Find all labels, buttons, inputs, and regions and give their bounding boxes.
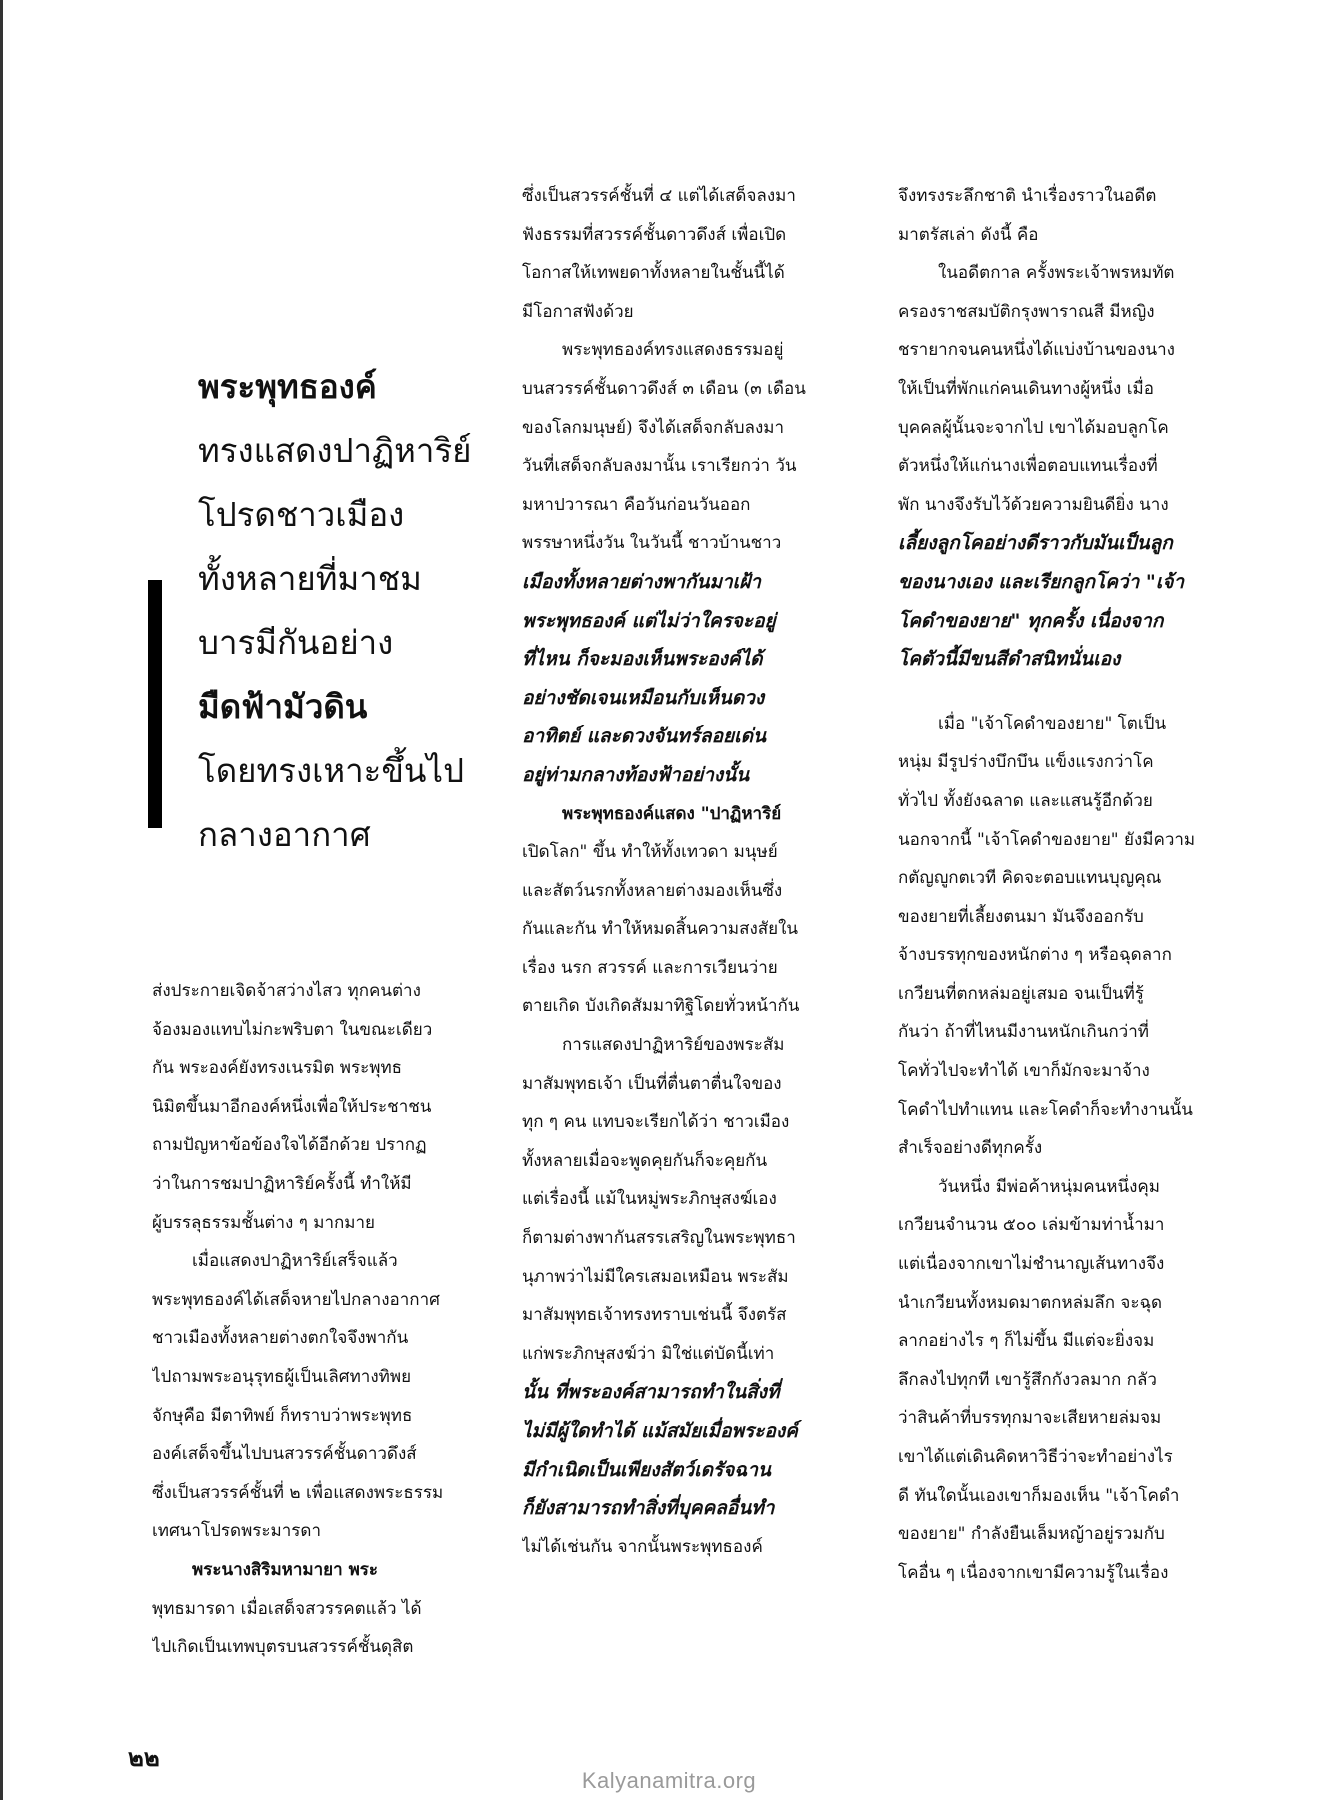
- text-line: เทศนาโปรดพระมารดา: [152, 1521, 322, 1542]
- text-line: มาสัมพุทธเจ้าทรงทราบเช่นนี้ จึงตรัส: [522, 1305, 787, 1326]
- text-line: พระนางสิริมหามายา พระ: [192, 1559, 379, 1580]
- text-line: โคอื่น ๆ เนื่องจากเขามีความรู้ในเรื่อง: [898, 1562, 1169, 1583]
- text-line: นำเกวียนทั้งหมดมาตกหล่มลึก จะฉุด: [898, 1292, 1163, 1313]
- text-line: โคดำของยาย" ทุกครั้ง เนื่องจาก: [898, 609, 1164, 632]
- pullquote: [198, 355, 498, 867]
- text-line: เปิดโลก" ขึ้น ทำให้ทั้งเทวดา มนุษย์: [522, 842, 778, 863]
- paragraph-gap: [898, 679, 1228, 705]
- text-line: ไปเกิดเป็นเทพบุตรบนสวรรค์ชั้นดุสิต: [152, 1637, 414, 1658]
- footer-url: Kalyanamitra.org: [581, 1768, 757, 1793]
- text-line: ก็ยังสามารถทำสิ่งที่บุคคลอื่นทำ: [522, 1497, 775, 1520]
- pullquote-line: ทั้งหลายที่มาชม: [198, 559, 422, 598]
- text-line: ว่าสินค้าที่บรรทุกมาจะเสียหายล่มจม: [898, 1408, 1162, 1429]
- text-line: พระพุทธองค์ทรงแสดงธรรมอยู่: [562, 340, 784, 361]
- text-line: ไม่ได้เช่นกัน จากนั้นพระพุทธองค์: [522, 1536, 763, 1557]
- text-line: ซึ่งเป็นสวรรค์ชั้นที่ ๒ เพื่อแสดงพระธรรม: [152, 1482, 444, 1503]
- pullquote-line: กลางอากาศ: [198, 815, 371, 854]
- text-line: มาสัมพุทธเจ้า เป็นที่ตื่นตาตื่นใจของ: [522, 1073, 782, 1094]
- text-line: นุภาพว่าไม่มีใครเสมอเหมือน พระสัม: [522, 1266, 789, 1287]
- text-line: ว่าในการชมปาฏิหาริย์ครั้งนี้ ทำให้มี: [152, 1173, 412, 1194]
- text-line: เลี้ยงลูกโคอย่างดีราวกับมันเป็นลูก: [898, 532, 1173, 555]
- text-line: ไม่มีผู้ใดทำได้ แม้สมัยเมื่อพระองค์: [522, 1420, 798, 1442]
- text-line: พระพุทธองค์ แต่ไม่ว่าใครจะอยู่: [522, 609, 776, 632]
- text-line: พระพุทธองค์ได้เสด็จหายไปกลางอากาศ: [152, 1289, 440, 1310]
- text-line: อย่างชัดเจนเหมือนกับเห็นดวง: [522, 686, 765, 709]
- text-line: เรื่อง นรก สวรรค์ และการเวียนว่าย: [522, 957, 778, 978]
- text-line: มีกำเนิดเป็นเพียงสัตว์เดรัจฉาน: [522, 1458, 771, 1481]
- text-line: องค์เสด็จขึ้นไปบนสวรรค์ชั้นดาวดึงส์: [152, 1444, 417, 1465]
- pullquote-line: โปรดชาวเมือง: [198, 495, 405, 534]
- text-line: เมื่อ "เจ้าโคดำของยาย" โตเป็น: [938, 713, 1167, 734]
- pullquote-line: พระพุทธองค์: [198, 367, 377, 406]
- text-line: ที่ไหน ก็จะมองเห็นพระองค์ได้: [522, 648, 763, 671]
- text-line: วันหนึ่ง มีพ่อค้าหนุ่มคนหนึ่งคุม: [938, 1176, 1160, 1197]
- text-line: ซึ่งเป็นสวรรค์ชั้นที่ ๔ แต่ได้เสด็จลงมา: [522, 186, 796, 206]
- text-line: ทั้งหลายเมื่อจะพูดคุยกันก็จะคุยกัน: [522, 1150, 768, 1171]
- text-line: ถามปัญหาข้อข้องใจได้อีกด้วย ปรากฏ: [152, 1135, 427, 1156]
- text-line: หนุ่ม มีรูปร่างบึกบึน แข็งแรงกว่าโค: [898, 752, 1154, 773]
- text-line: พรรษาหนึ่งวัน ในวันนี้ ชาวบ้านชาว: [522, 533, 782, 554]
- text-line: นอกจากนี้ "เจ้าโคดำของยาย" ยังมีความ: [898, 829, 1196, 850]
- text-line: กันและกัน ทำให้หมดสิ้นความสงสัยใน: [522, 919, 799, 940]
- text-line: ของนางเอง และเรียกลูกโคว่า "เจ้า: [898, 570, 1185, 593]
- text-line: เกวียนจำนวน ๕๐๐ เล่มข้ามท่าน้ำมา: [898, 1215, 1165, 1236]
- text-line: จึงทรงระลึกชาติ นำเรื่องราวในอดีต: [898, 186, 1157, 206]
- text-line: กันว่า ถ้าที่ไหนมีงานหนักเกินกว่าที่: [898, 1022, 1149, 1043]
- text-line: พระพุทธองค์แสดง "ปาฏิหาริย์: [562, 803, 782, 824]
- text-line: ตายเกิด บังเกิดสัมมาทิฐิโดยทั่วหน้ากัน: [522, 996, 800, 1017]
- text-line: โคตัวนี้มีขนสีดำสนิทนั่นเอง: [898, 648, 1121, 671]
- text-line: ทุก ๆ คน แทบจะเรียกได้ว่า ชาวเมือง: [522, 1112, 790, 1133]
- text-line: การแสดงปาฏิหาริย์ของพระสัม: [562, 1035, 785, 1056]
- text-line: มหาปวารณา คือวันก่อนวันออก: [522, 494, 751, 515]
- page-edge-line: [0, 0, 3, 1800]
- pullquote-line: มืดฟ้ามัวดิน: [198, 687, 368, 726]
- pullquote-line: บารมีกันอย่าง: [198, 623, 394, 662]
- text-line: ก็ตามต่างพากันสรรเสริญในพระพุทธา: [522, 1228, 796, 1249]
- pullquote-line: ทรงแสดงปาฏิหาริย์: [198, 431, 472, 470]
- text-line: ไปถามพระอนุรุทธผู้เป็นเลิศทางทิพย: [152, 1366, 412, 1387]
- text-line: ส่งประกายเจิดจ้าสว่างไสว ทุกคนต่าง: [152, 981, 421, 1001]
- text-line: โคทั่วไปจะทำได้ เขาก็มักจะมาจ้าง: [898, 1061, 1150, 1082]
- text-column-2: [522, 177, 848, 1566]
- text-line: ให้เป็นที่พักแก่คนเดินทางผู้หนึ่ง เมื่อ: [898, 378, 1154, 399]
- text-line: นิมิตขึ้นมาอีกองค์หนึ่งเพื่อให้ประชาชน: [152, 1096, 432, 1117]
- text-line: กตัญญูกตเวที คิดจะตอบแทนบุญคุณ: [898, 868, 1162, 889]
- text-line: จ้องมองแทบไม่กะพริบตา ในขณะเดียว: [152, 1019, 433, 1040]
- text-line: พัก นางจึงรับไว้ด้วยความยินดียิ่ง นาง: [898, 494, 1169, 515]
- text-line: จักษุคือ มีตาทิพย์ ก็ทราบว่าพระพุทธ: [152, 1405, 413, 1426]
- text-line: มีโอกาสฟังด้วย: [522, 301, 634, 322]
- text-line: เมื่อแสดงปาฏิหาริย์เสร็จแล้ว: [192, 1251, 398, 1272]
- pullquote-line: โดยทรงเหาะขึ้นไป: [198, 751, 465, 790]
- text-line: ดี ทันใดนั้นเองเขาก็มองเห็น "เจ้าโคดำ: [898, 1485, 1180, 1506]
- text-column-1: [152, 972, 474, 1667]
- text-line: อยู่ท่ามกลางท้องฟ้าอย่างนั้น: [522, 763, 750, 786]
- text-line: ในอดีตกาล ครั้งพระเจ้าพรหมทัต: [938, 263, 1175, 284]
- text-line: จ้างบรรทุกของหนักต่าง ๆ หรือฉุดลาก: [898, 945, 1172, 966]
- text-line: บนสวรรค์ชั้นดาวดึงส์ ๓ เดือน (๓ เดือน: [522, 378, 806, 399]
- text-line: ของยายที่เลี้ยงตนมา มันจึงออกรับ: [898, 906, 1144, 927]
- text-line: ของโลกมนุษย์) จึงได้เสด็จกลับลงมา: [522, 417, 785, 438]
- text-line: โคดำไปทำแทน และโคดำก็จะทำงานนั้น: [898, 1099, 1193, 1120]
- text-line: บุคคลผู้นั้นจะจากไป เขาได้มอบลูกโค: [898, 417, 1169, 438]
- text-line: กัน พระองค์ยังทรงเนรมิต พระพุทธ: [152, 1058, 403, 1079]
- text-line: วันที่เสด็จกลับลงมานั้น เราเรียกว่า วัน: [522, 456, 797, 477]
- text-line: ครองราชสมบัติกรุงพาราณสี มีหญิง: [898, 301, 1155, 322]
- text-line: แต่เรื่องนี้ แม้ในหมู่พระภิกษุสงฆ์เอง: [522, 1189, 777, 1210]
- text-line: ลึกลงไปทุกที เขารู้สึกกังวลมาก กลัว: [898, 1369, 1157, 1390]
- text-line: ลากอย่างไร ๆ ก็ไม่ขึ้น มีแต่จะยิ่งจม: [898, 1331, 1155, 1352]
- text-line: ของยาย" กำลังยืนเล็มหญ้าอยู่รวมกับ: [898, 1524, 1165, 1545]
- text-line: โอกาสให้เทพยดาทั้งหลายในชั้นนี้ได้: [522, 263, 785, 284]
- pullquote-bar: [148, 580, 162, 828]
- text-line: ชาวเมืองทั้งหลายต่างตกใจจึงพากัน: [152, 1328, 409, 1349]
- text-line: เกวียนที่ตกหล่มอยู่เสมอ จนเป็นที่รู้: [898, 983, 1144, 1004]
- text-line: ผู้บรรลุธรรมชั้นต่าง ๆ มากมาย: [152, 1212, 376, 1233]
- text-line: สำเร็จอย่างดีทุกครั้ง: [898, 1138, 1043, 1159]
- text-line: นั้น ที่พระองค์สามารถทำในสิ่งที่: [522, 1381, 780, 1404]
- text-column-3: [898, 177, 1228, 1592]
- text-line: แต่เนื่องจากเขาไม่ชำนาญเส้นทางจึง: [898, 1254, 1165, 1275]
- text-line: และสัตว์นรกทั้งหลายต่างมองเห็นซึ่ง: [522, 880, 783, 901]
- text-line: มาตรัสเล่า ดังนี้ คือ: [898, 224, 1039, 245]
- text-line: พุทธมารดา เมื่อเสด็จสวรรคตแล้ว ได้: [152, 1598, 422, 1619]
- text-line: เขาได้แต่เดินคิดหาวิธีว่าจะทำอย่างไร: [898, 1447, 1173, 1467]
- text-line: อาทิตย์ และดวงจันทร์ลอยเด่น: [522, 725, 766, 748]
- text-line: ทั่วไป ทั้งยังฉลาด และแสนรู้อีกด้วย: [898, 790, 1153, 811]
- text-line: แก่พระภิกษุสงฆ์ว่า มิใช่แต่บัดนี้เท่า: [522, 1343, 775, 1364]
- text-line: ชรายากจนคนหนึ่งได้แบ่งบ้านของนาง: [898, 340, 1175, 361]
- page-number: ๒๒: [128, 1744, 160, 1772]
- text-line: ฟังธรรมที่สวรรค์ชั้นดาวดึงส์ เพื่อเปิด: [522, 224, 787, 245]
- text-line: เมืองทั้งหลายต่างพากันมาเฝ้า: [522, 570, 761, 593]
- text-line: ตัวหนึ่งให้แก่นางเพื่อตอบแทนเรื่องที่: [898, 456, 1158, 477]
